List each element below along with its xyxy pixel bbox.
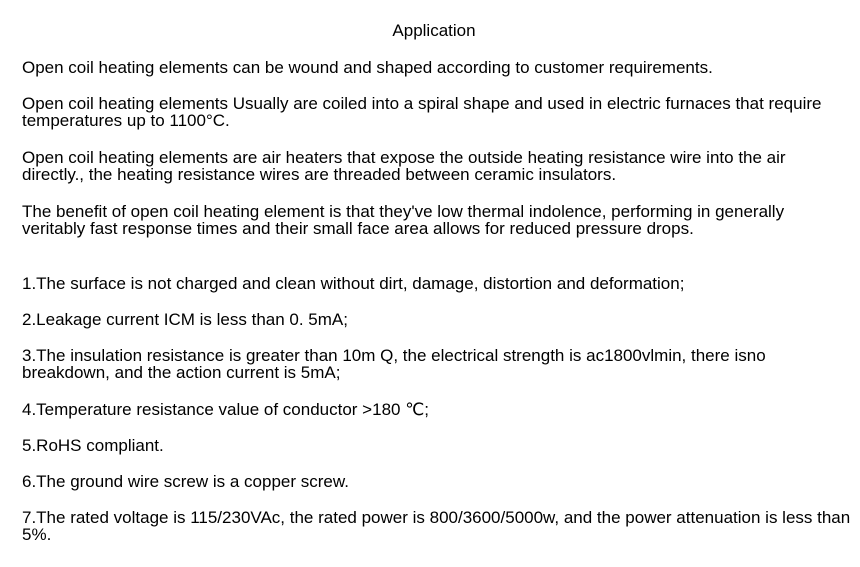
paragraph-spiral-shape: Open coil heating elements Usually are coiled into a spiral shape and used in electric furnaces that require temperatures up to 1100°C. [22, 94, 822, 130]
paragraph-air-heaters: Open coil heating elements are air heaters that expose the outside heating resistance wire into the air directly., the heating resistance wires are threaded between ceramic insulators. [22, 148, 786, 184]
list-item-temperature-resistance: 4.Temperature resistance value of conductor >180 ℃; [22, 400, 430, 419]
list-item-surface: 1.The surface is not charged and clean without dirt, damage, distortion and deformation; [22, 274, 685, 293]
list-item-rohs: 5.RoHS compliant. [22, 436, 164, 455]
list-item-leakage-current: 2.Leakage current ICM is less than 0. 5mA; [22, 310, 348, 329]
document-title: Application [392, 21, 476, 40]
list-item-rated-voltage: 7.The rated voltage is 115/230VAc, the rated power is 800/3600/5000w, and the power attenuation is less than 5%. [22, 508, 851, 544]
list-item-insulation-resistance: 3.The insulation resistance is greater than 10m Q, the electrical strength is ac1800vlmin, there isno breakdown, and the action current is 5mA; [22, 346, 766, 382]
paragraph-benefit: The benefit of open coil heating element is that they've low thermal indolence, performing in generally veritably fast response times and their small face area allows for reduced pressure drops. [22, 202, 785, 238]
paragraph-customization: Open coil heating elements can be wound and shaped according to customer requirements. [22, 58, 713, 77]
list-item-ground-screw: 6.The ground wire screw is a copper screw. [22, 472, 349, 491]
